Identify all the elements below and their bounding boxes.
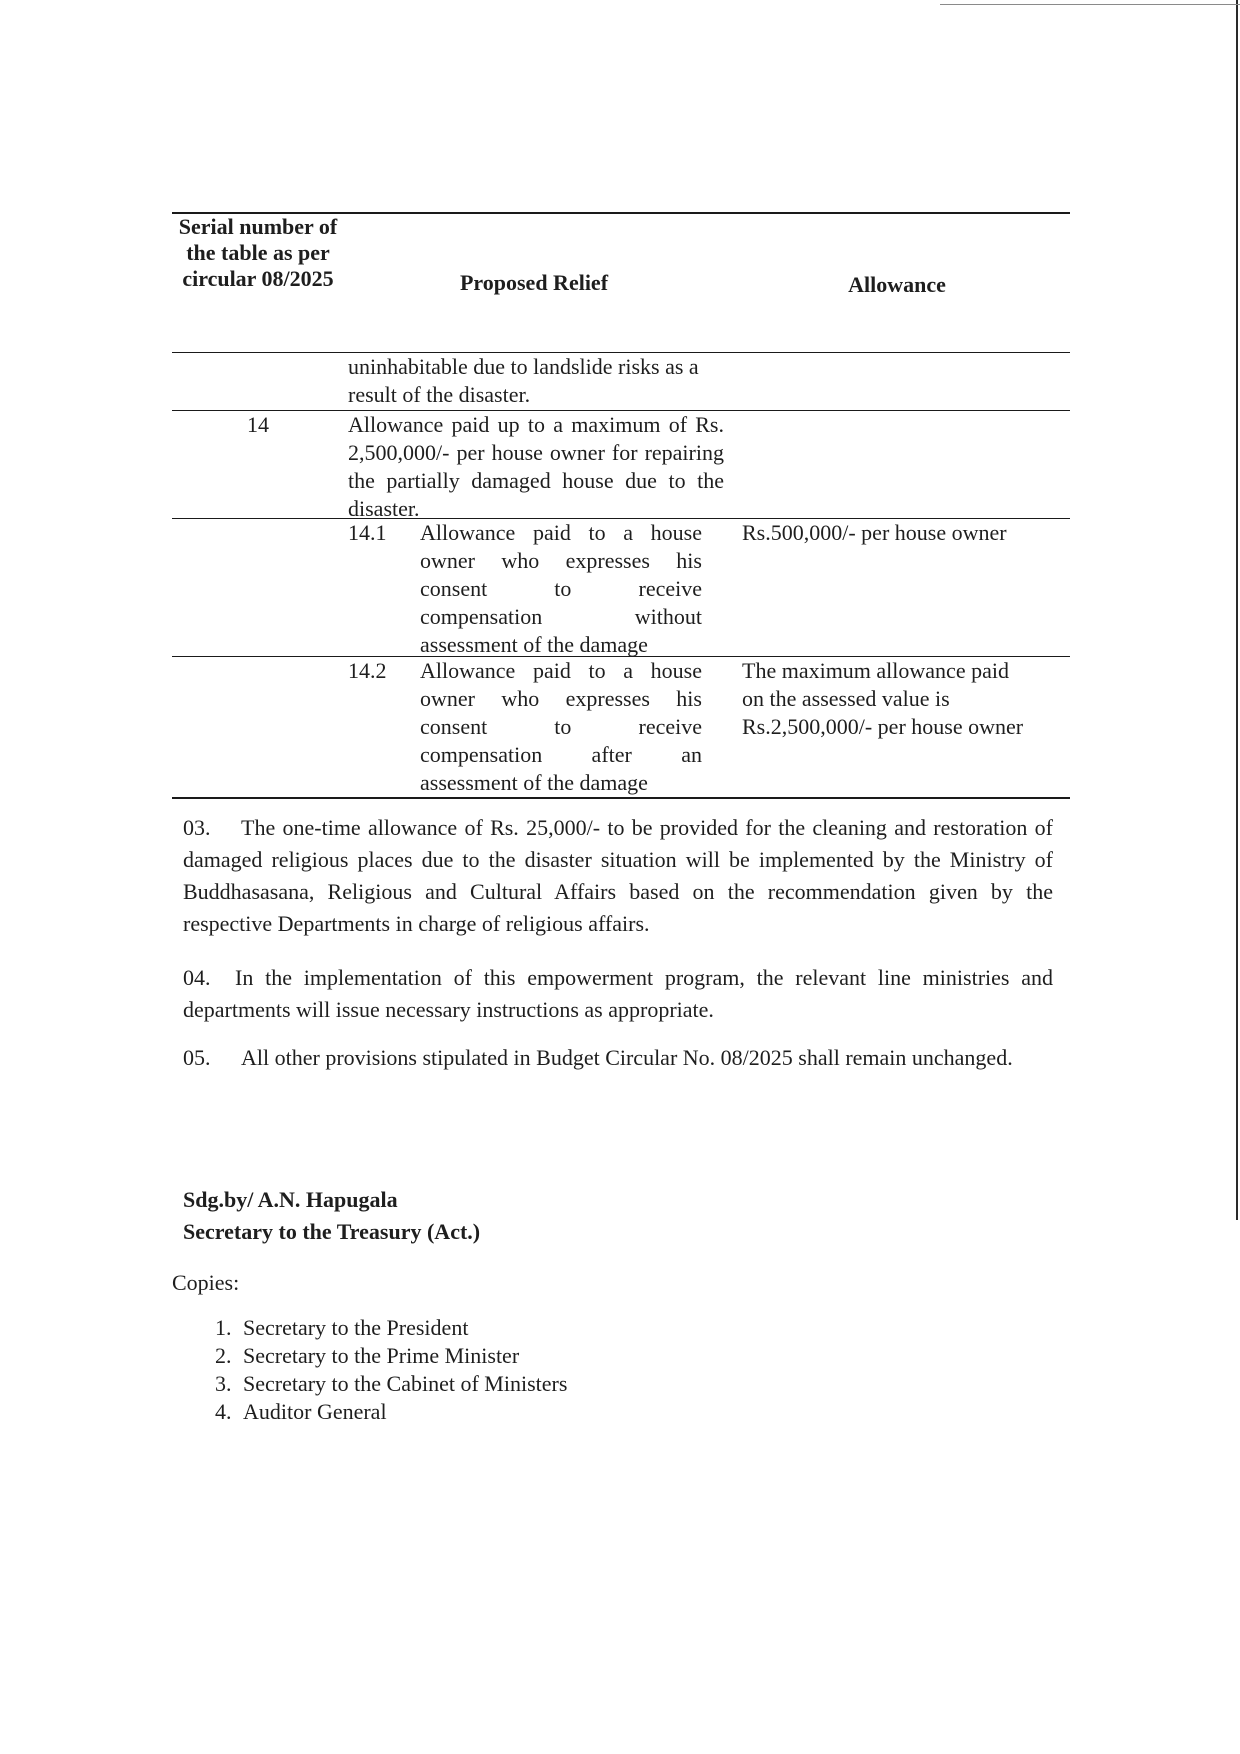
list-item	[215, 1370, 567, 1398]
sub-item-number: 14.2	[348, 658, 387, 683]
row-allowance	[724, 411, 1070, 518]
sub-item-text-main: Allowance paid to a house owner who expresses his consent to receive compensation without	[420, 520, 702, 629]
signatory-title: Secretary to the Treasury (Act.)	[183, 1219, 481, 1244]
list-item	[215, 1398, 567, 1426]
copies-list	[215, 1314, 567, 1426]
row-allowance	[724, 657, 1070, 797]
table-row	[172, 518, 1070, 656]
paragraph-03	[183, 812, 1053, 940]
paragraph-04	[183, 962, 1053, 1026]
scan-edge-right	[1236, 0, 1238, 1220]
sub-item	[344, 519, 724, 659]
list-item-number: 1.	[215, 1315, 232, 1340]
row-serial	[172, 519, 344, 656]
paragraph-05	[183, 1042, 1053, 1074]
relief-table	[172, 212, 1070, 799]
table-row	[172, 410, 1070, 521]
paragraph-number: 03.	[183, 815, 211, 840]
list-item	[215, 1314, 567, 1342]
signature-block	[183, 1184, 480, 1248]
table-header-row	[172, 214, 1070, 352]
paragraph-text: The one-time allowance of Rs. 25,000/- to be provided for the cleaning and restoration of damaged religious places due to the disaster situation will be implemented by the Ministry of Buddhasasana, Religious and Cultural Affairs based on the recommendation given by the respective Departments in charge of religious affairs.	[183, 815, 1053, 936]
list-item-number: 2.	[215, 1343, 232, 1368]
sub-item-text-last: assessment of the damage	[420, 770, 648, 795]
allowance-value: Rs.500,000/- per house owner	[742, 520, 1007, 545]
row-serial	[172, 657, 344, 797]
allowance-line: The maximum allowance paid	[742, 658, 1009, 683]
paragraph-text: In the implementation of this empowerment program, the relevant line ministries and departments will issue necessary instructions as appropriate.	[183, 965, 1053, 1022]
sub-item-text-main: Allowance paid to a house owner who expresses his consent to receive compensation after an	[420, 658, 702, 767]
sub-item-number: 14.1	[348, 520, 387, 545]
table-row	[172, 656, 1070, 797]
row-serial: 14	[247, 412, 269, 437]
allowance-line: Rs.2,500,000/- per house owner	[742, 714, 1024, 739]
list-item-text: Secretary to the Prime Minister	[243, 1343, 520, 1368]
sub-item-text	[420, 519, 702, 659]
sub-item-text-last: assessment of the damage	[420, 632, 648, 657]
row-relief	[344, 519, 724, 656]
sub-item	[344, 657, 724, 797]
header-serial: Serial number of the table as per circular 08/2025	[178, 214, 338, 291]
row-allowance	[724, 353, 1070, 410]
list-item-number: 4.	[215, 1399, 232, 1424]
list-item	[215, 1342, 567, 1370]
row-relief	[344, 657, 724, 797]
list-item-text: Secretary to the Cabinet of Ministers	[243, 1371, 568, 1396]
header-proposed-relief: Proposed Relief	[459, 270, 609, 295]
row-allowance	[724, 519, 1070, 656]
copies-label: Copies:	[172, 1270, 240, 1295]
row-relief: uninhabitable due to landslide risks as a result of the disaster.	[348, 354, 699, 407]
signed-by: Sdg.by/ A.N. Hapugala	[183, 1187, 398, 1212]
scan-edge-top	[940, 4, 1240, 5]
sub-item-text	[420, 657, 702, 797]
list-item-number: 3.	[215, 1371, 232, 1396]
list-item-text: Secretary to the President	[243, 1315, 469, 1340]
table-row	[172, 352, 1070, 410]
paragraph-number: 04.	[183, 965, 211, 990]
paragraph-text: All other provisions stipulated in Budget Circular No. 08/2025 shall remain unchanged.	[241, 1045, 1013, 1070]
row-relief: Allowance paid up to a maximum of Rs. 2,500,000/- per house owner for repairing the partially damaged house due to the disaster.	[348, 412, 724, 521]
list-item-text: Auditor General	[243, 1399, 387, 1424]
paragraph-number: 05.	[183, 1045, 211, 1070]
allowance-line: on the assessed value is	[742, 686, 950, 711]
header-allowance: Allowance	[848, 272, 946, 297]
